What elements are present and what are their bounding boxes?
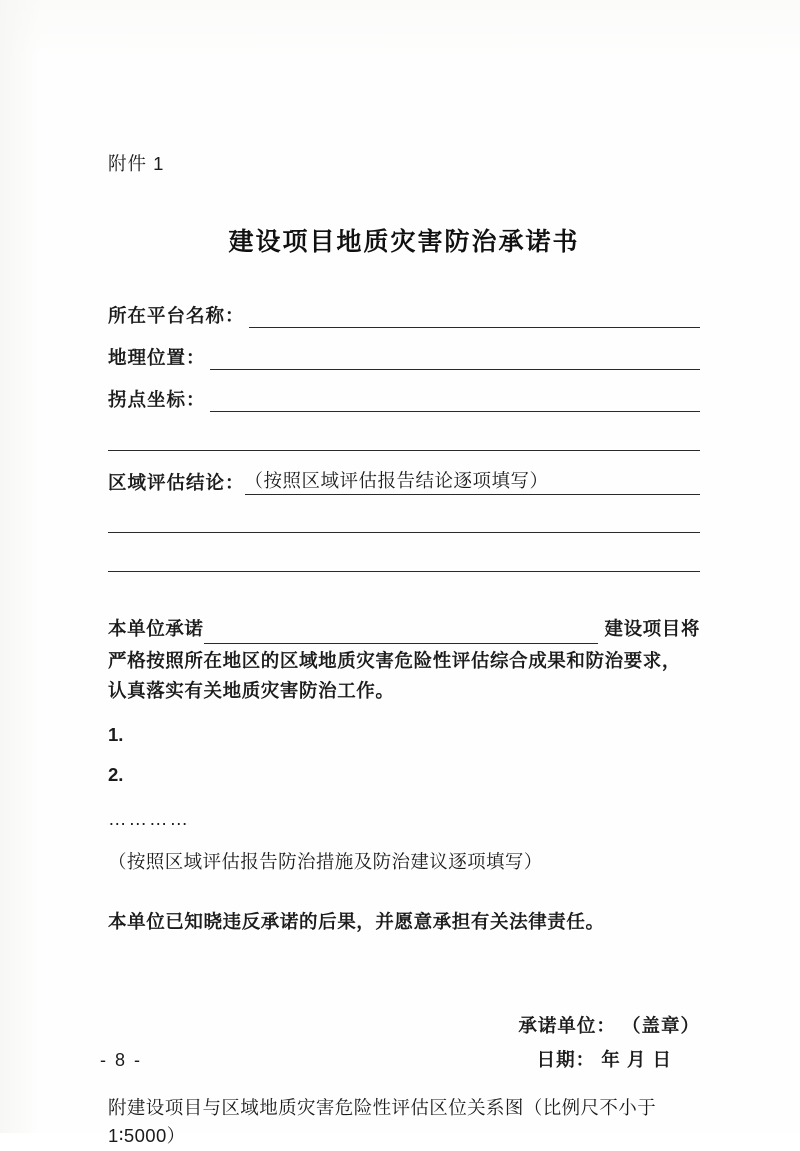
page-title: 建设项目地质灾害防治承诺书: [228, 228, 580, 256]
conclusion-blank-line-2[interactable]: [108, 549, 700, 572]
field-platform-name-label: 所在平台名称：: [108, 305, 245, 326]
attachment-label: 附件 1: [108, 153, 165, 174]
promise-items-ellipsis: …………: [108, 807, 190, 829]
document-body: [108, 150, 700, 1151]
field-platform-name-input[interactable]: [249, 302, 700, 328]
field-geographic-location-input[interactable]: [210, 344, 700, 370]
field-coords-extra-line[interactable]: [108, 428, 700, 451]
field-platform-name: [108, 302, 700, 328]
signature-block: [108, 1012, 700, 1072]
conclusion-blank-line-1[interactable]: [108, 511, 700, 534]
page-number: - 8 -: [100, 1050, 143, 1070]
field-regional-conclusion-label: 区域评估结论：: [108, 471, 245, 493]
promise-lead-text: 本单位承诺: [108, 617, 204, 639]
field-regional-conclusion: [108, 467, 700, 495]
attachment-requirement-note: 附建设项目与区域地质灾害危险性评估区位关系图（比例尺不小于1∶5000）: [108, 1096, 657, 1147]
signature-unit-line: 承诺单位： （盖章）: [518, 1014, 700, 1036]
promise-section: [108, 614, 700, 706]
field-turning-point-coords: [108, 386, 700, 412]
promise-project-name-input[interactable]: [204, 619, 599, 644]
promise-tail-text: 建设项目将: [604, 617, 700, 639]
field-turning-point-coords-input[interactable]: [210, 386, 700, 412]
promise-item-2: 2.: [108, 763, 124, 785]
promise-fill-note: （按照区域评估报告防治措施及防治建议逐项填写）: [108, 850, 543, 872]
field-regional-conclusion-hint: （按照区域评估报告结论逐项填写）: [245, 467, 700, 495]
field-geographic-location: [108, 344, 700, 370]
signature-date-line: 日期： 年 月 日: [536, 1048, 672, 1070]
field-geographic-location-label: 地理位置：: [108, 347, 206, 368]
field-turning-point-coords-label: 拐点坐标：: [108, 389, 206, 410]
promise-first-line: [108, 614, 700, 644]
promise-body-text: 严格按照所在地区的区域地质灾害危险性评估综合成果和防治要求，认真落实有关地质灾害防治工作。: [108, 649, 682, 701]
promise-item-1: 1.: [108, 723, 124, 745]
promise-legal-statement: 本单位已知晓违反承诺的后果，并愿意承担有关法律责任。: [108, 910, 605, 932]
